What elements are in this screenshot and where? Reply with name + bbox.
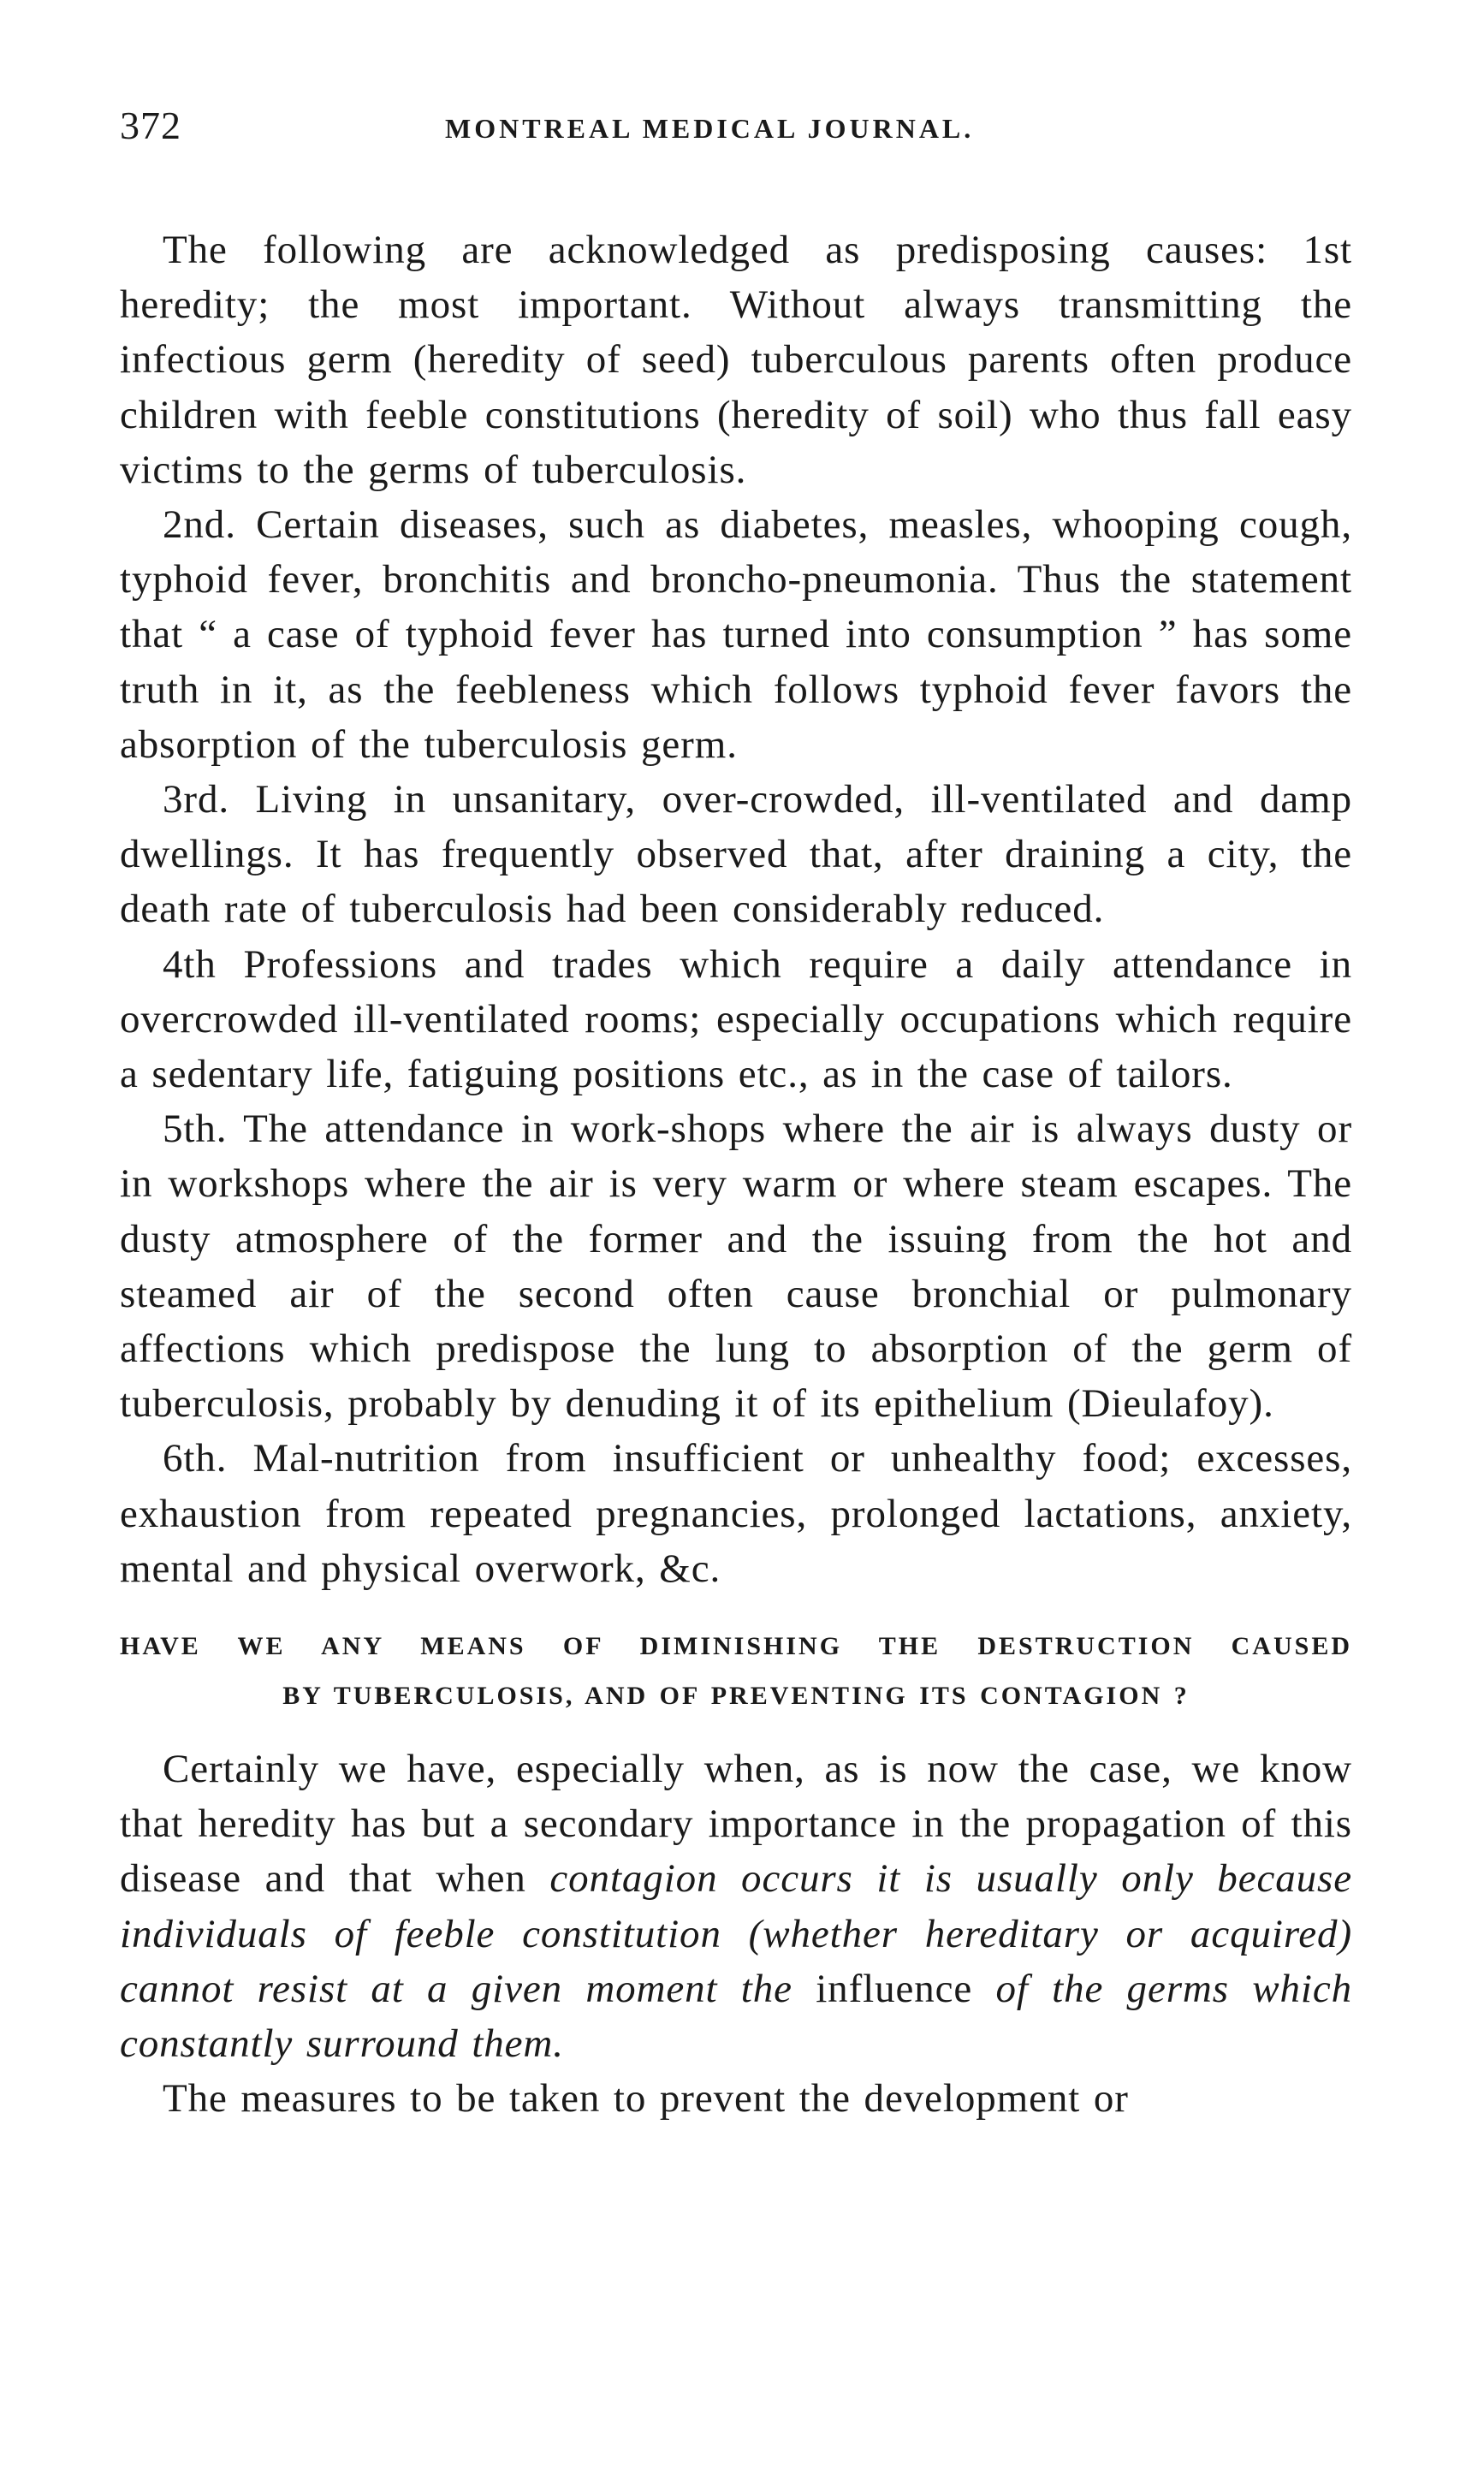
paragraph-predisposing-causes: The following are acknowledged as predisposing causes: 1st heredity; the most important. Without always transmitting the infectious germ (heredity of seed) tuberculous parents often produce children with feeble constitutions (heredity of soil) who thus fall easy victims to the germs of tuberculosis. bbox=[120, 228, 1352, 492]
answer-emphasis-end: of the germs which constantly surround them. bbox=[120, 1966, 1352, 2067]
section-heading bbox=[120, 1622, 1352, 1721]
paragraph-fifth-cause: 5th. The attendance in work-shops where the air is always dusty or in workshops where the air is very warm or where steam escapes. The dusty atmosphere of the former and the issuing from the hot and steamed air of the second often cause bronchial or pulmonary affections which predispose the lung to absorption of the germ of tuberculosis, probably by denuding it of its epithelium (Dieulafoy). bbox=[120, 1107, 1352, 1427]
section-heading-line-1: HAVE WE ANY MEANS OF DIMINISHING THE DESTRUCTION CAUSED bbox=[120, 1632, 1352, 1661]
paragraph-fourth-cause: 4th Professions and trades which require a daily attendance in overcrowded ill-ventilated rooms; especially occupations which require a sedentary life, fatiguing positions etc., as in the case of tailors. bbox=[120, 941, 1352, 1097]
journal-page bbox=[120, 103, 1352, 2127]
answer-text-mid: influence bbox=[792, 1966, 996, 2011]
paragraph-answer bbox=[120, 1742, 1352, 2071]
article-body bbox=[120, 223, 1352, 2127]
paragraph-closing: The measures to be taken to prevent the development or bbox=[163, 2076, 1129, 2122]
running-title: MONTREAL MEDICAL JOURNAL. bbox=[445, 113, 975, 144]
answer-text-start: Certainly we have, especially when, as is now the case, we know that heredity has but a secondary importance in the propagation of this disease and that when bbox=[120, 1747, 1352, 1902]
section-heading-line-2: BY TUBERCULOSIS, AND OF PREVENTING ITS CONTAGION ? bbox=[282, 1682, 1190, 1711]
answer-emphasis: contagion occurs it is usually only because individuals of feeble constitution (whether hereditary or acquired) cannot resist at a given moment the bbox=[120, 1856, 1352, 2011]
paragraph-second-cause: 2nd. Certain diseases, such as diabetes, measles, whooping cough, typhoid fever, bronchitis and broncho-pneumonia. Thus the statement that “ a case of typhoid fever has turned into consumption ” has some truth in it, as the feebleness which follows typhoid fever favors the absorption of the tuberculosis germ. bbox=[120, 502, 1352, 767]
paragraph-third-cause: 3rd. Living in unsanitary, over-crowded, ill-ventilated and damp dwellings. It has frequently observed that, after draining a city, the death rate of tuberculosis had been considerably reduced. bbox=[120, 777, 1352, 932]
page-number: 372 bbox=[120, 104, 181, 147]
page-header bbox=[120, 103, 1352, 163]
paragraph-sixth-cause: 6th. Mal-nutrition from insufficient or unhealthy food; excesses, exhaustion from repeated pregnancies, prolonged lactations, anxiety, mental and physical overwork, &c. bbox=[120, 1436, 1352, 1591]
